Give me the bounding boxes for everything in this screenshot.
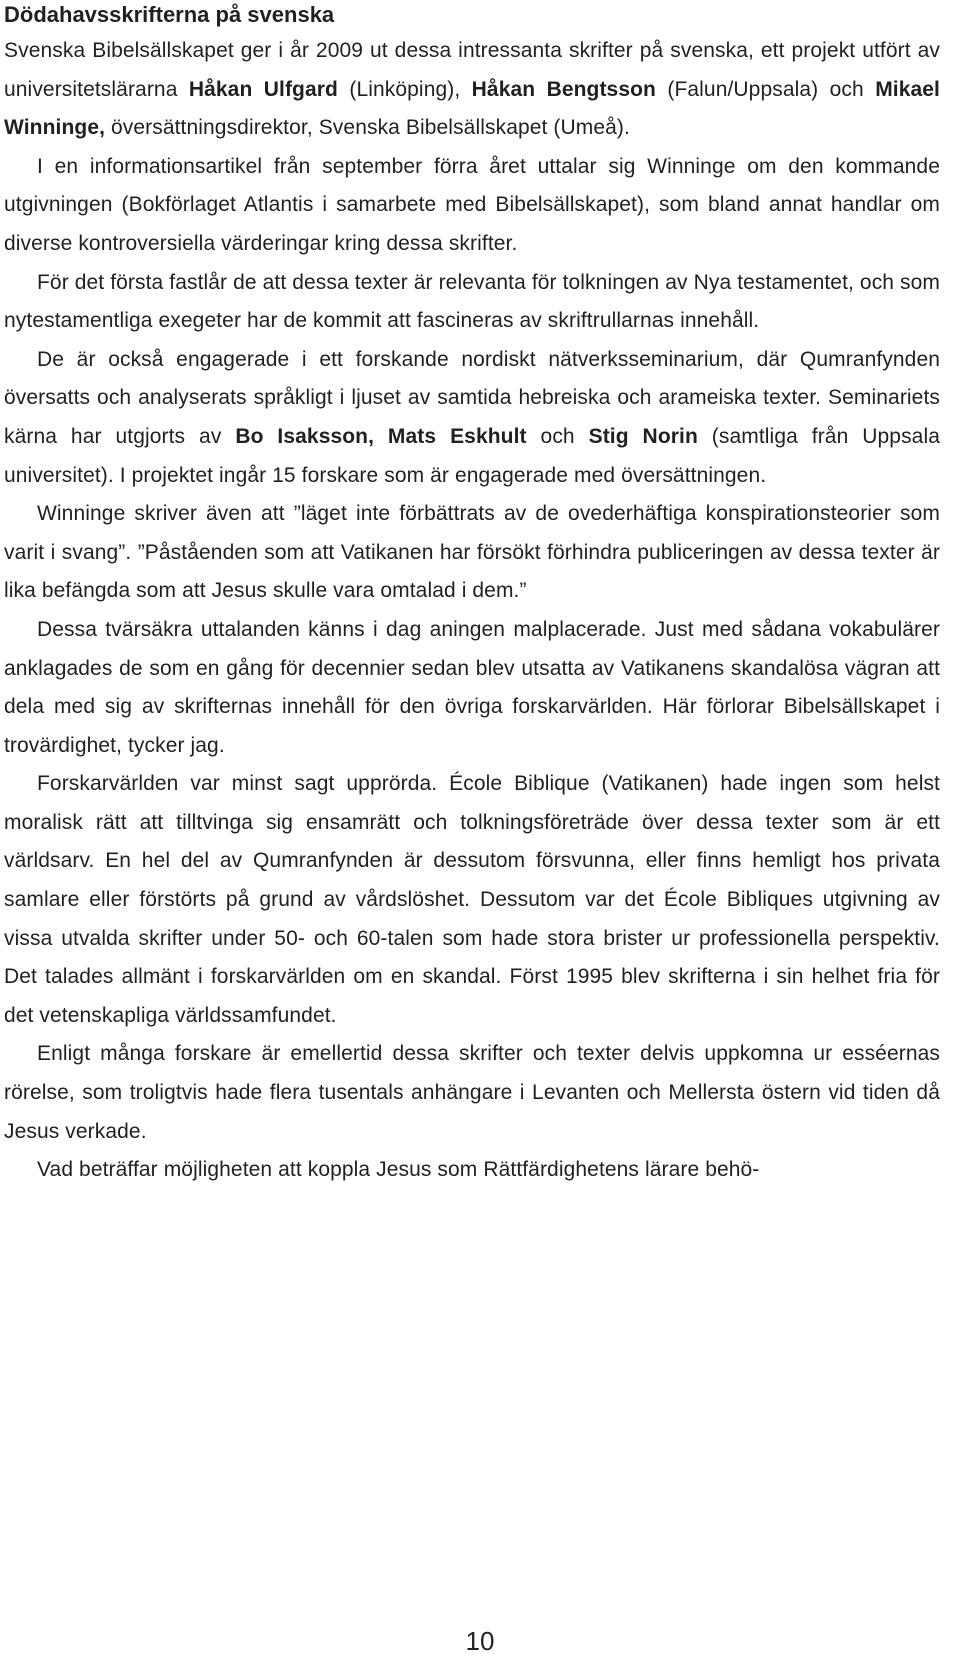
intro-text-2: (Linköping), — [337, 77, 472, 101]
intro-text-4: översättningsdirektor, Svenska Bibelsällskapet (Umeå). — [105, 116, 630, 140]
intro-text-1: Svenska Bibelsällskapet ger i år 2009 ut dessa intressanta skrifter på svenska, ett projekt utfört av universitetslärarna — [4, 39, 940, 101]
paragraph-4 — [4, 341, 940, 495]
seminar-names: Bo Isaksson, Mats Eskhult — [235, 424, 527, 448]
paragraph-8: Enligt många forskare är emellertid dessa skrifter och texter delvis uppkomna ur esséernas rörelse, som troligtvis hade flera tusentals anhängare i Levanten och Mellersta östern vid tiden då Jesus verkade. — [4, 1042, 940, 1143]
paragraph-3: För det första fastlår de att dessa texter är relevanta för tolkningen av Nya testamentet, och som nytestamentliga exegeter har de kommit att fascineras av skriftrullarnas innehåll. — [4, 270, 940, 333]
paragraph-5: Winninge skriver även att ”läget inte förbättrats av de ovederhäftiga konspirationsteorier som varit i svang”. ”Påståenden som att Vatikanen har försökt förhindra publiceringen av dessa texter är lika befängda som att Jesus skulle vara omtalad i dem.” — [4, 502, 940, 603]
paragraph-2: I en informationsartikel från september förra året uttalar sig Winninge om den kommande utgivningen (Bokförlaget Atlantis i samarbete med Bibelsällskapet), som bland annat handlar om diverse kontroversiella värderingar kring dessa skrifter. — [4, 154, 940, 255]
p4-text-3: (samtliga från Uppsala universitet). I projektet ingår 15 forskare som är engagerade med översättningen. — [4, 424, 941, 487]
p4-text-2: och — [526, 424, 589, 448]
author-name-winninge: Mikael Winninge, — [4, 77, 940, 140]
article — [4, 0, 940, 1190]
author-name-ulfgard: Håkan Ulfgard — [188, 77, 338, 101]
article-title: Dödahavsskrifterna på svenska — [4, 2, 335, 27]
intro-text-3: (Falun/Uppsala) och — [655, 77, 876, 101]
paragraph-intro — [4, 32, 940, 148]
paragraph-7: Forskarvärlden var minst sagt upprörda. École Biblique (Vatikanen) hade ingen som helst moralisk rätt att tilltvinga sig ensamrätt och tolkningsföreträde över dessa texter som är ett världsarv. En hel del av Qumranfynden är dessutom försvunna, eller finns hemligt hos privata samlare eller förstörts på grund av vårdslöshet. Dessutom var det École Bibliques utgivning av vissa utvalda skrifter under 50- och 60-talen som hade stora brister ur professionella perspektiv. Det talades allmänt i forskarvärlden om en skandal. Först 1995 blev skrifterna i sin helhet fria för det vetenskapliga världssamfundet. — [4, 772, 940, 1027]
paragraph-6: Dessa tvärsäkra uttalanden känns i dag aningen malplacerade. Just med sådana vokabulärer anklagades de som en gång för decennier sedan blev utsatta av Vatikanens skandalösa vägran att dela med sig av skrifternas innehåll för den övriga forskarvärlden. Här förlorar Bibelsällskapet i trovärdighet, tycker jag. — [4, 617, 940, 757]
page-number: 10 — [465, 1626, 495, 1656]
paragraph-9: Vad beträffar möjligheten att koppla Jesus som Rättfärdighetens lärare behö- — [37, 1158, 760, 1182]
seminar-name-norin: Stig Norin — [588, 424, 698, 448]
p4-text-1: De är också engagerade i ett forskande nordiskt nätverksseminarium, där Qumranfynden översatts och analyserats språkligt i ljuset av samtida hebreiska och arameiska texter. Seminariets kärna har utgjorts av — [4, 347, 940, 448]
author-name-bengtsson: Håkan Bengtsson — [471, 77, 656, 101]
